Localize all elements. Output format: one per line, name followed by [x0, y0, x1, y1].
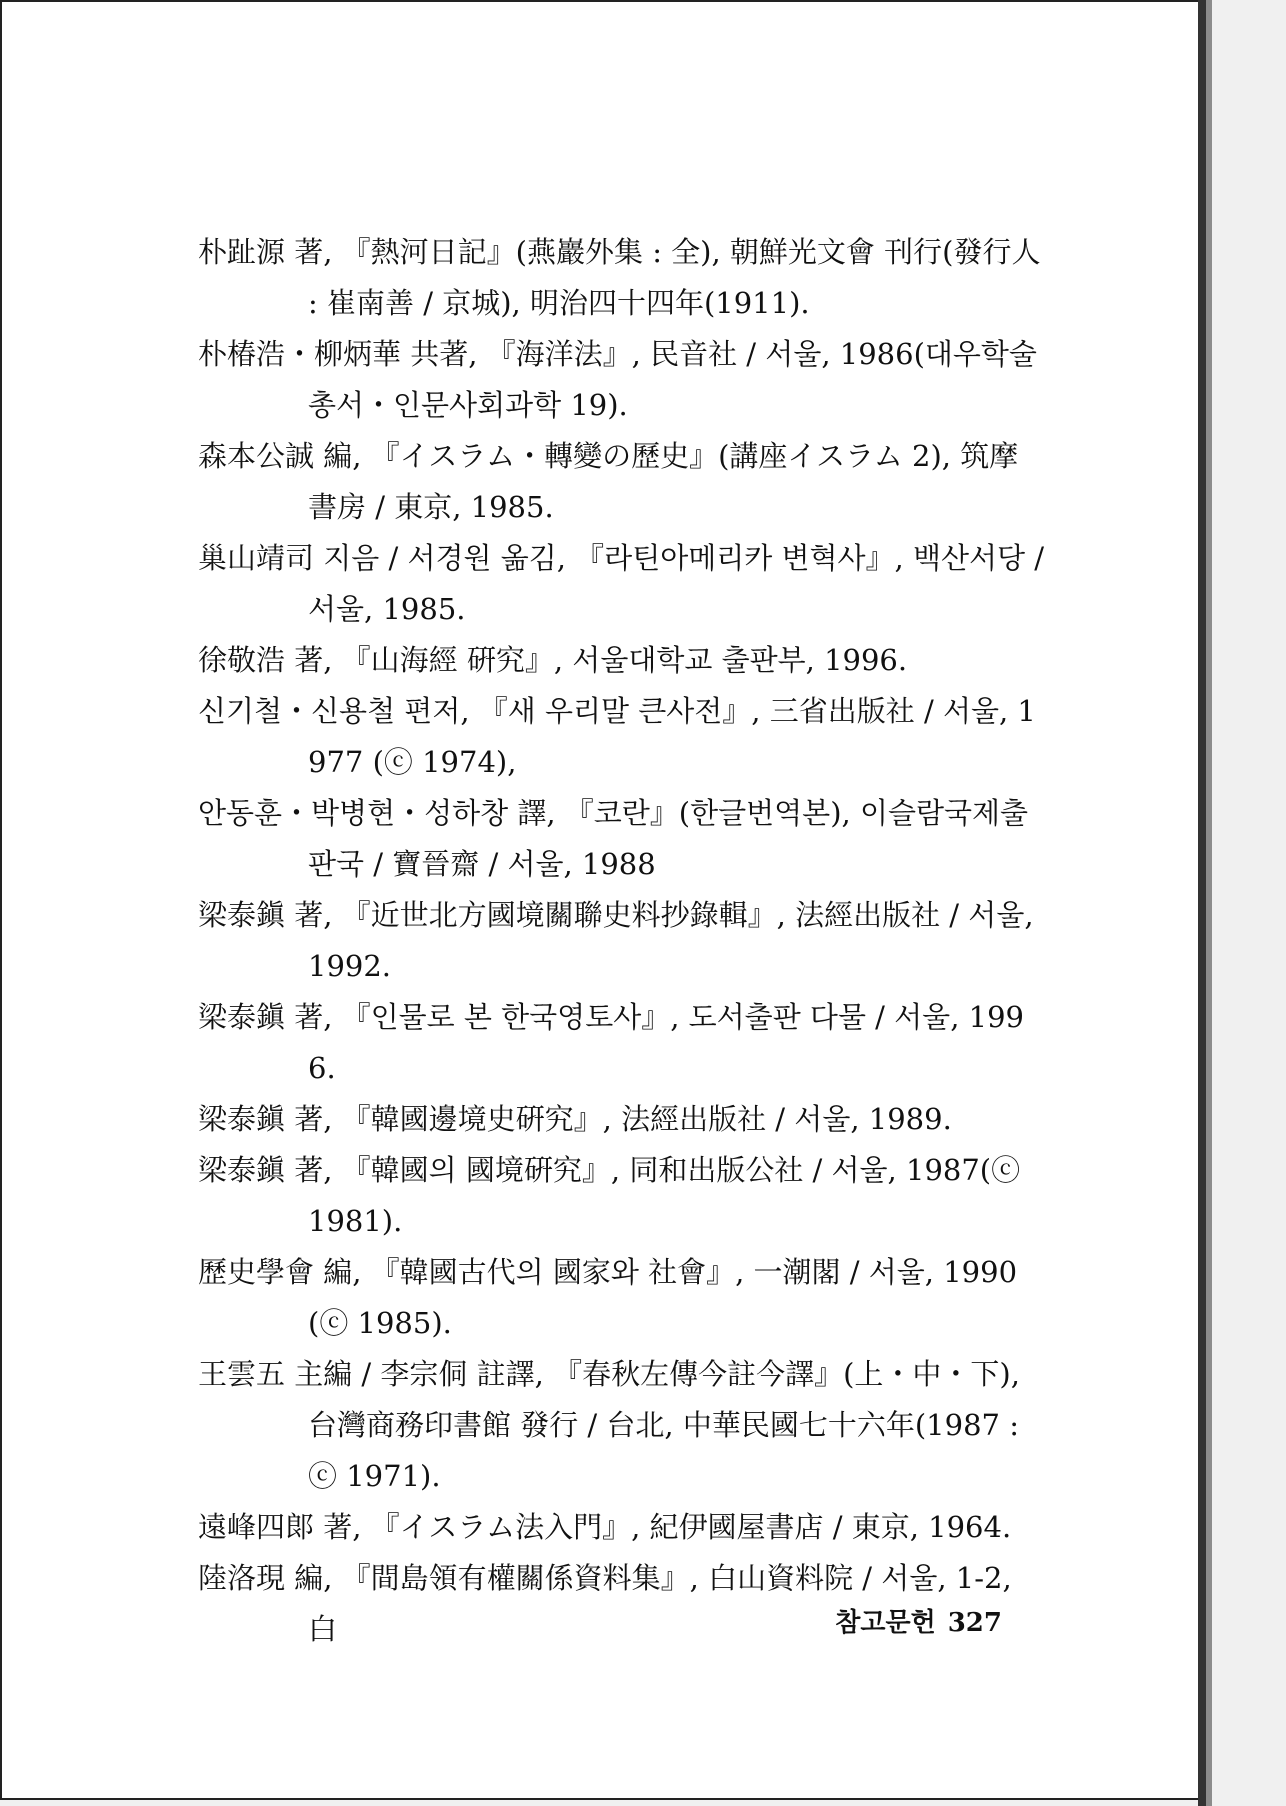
bibliography-entry: 陸洛現 編, 『間島領有權關係資料集』, 白山資料院 / 서울, 1-2, 白 [198, 1561, 1012, 1646]
bibliography-entry: 梁泰鎭 著, 『韓國의 國境硏究』, 同和出版公社 / 서울, 1987(ⓒ 1981). [198, 1153, 1021, 1238]
section-title: 참고문헌 [835, 1608, 936, 1638]
bibliography-entry: 梁泰鎭 著, 『인물로 본 한국영토사』, 도서출판 다물 / 서울, 1996. [198, 1000, 1024, 1085]
bibliography-entry: 徐敬浩 著, 『山海經 硏究』, 서울대학교 출판부, 1996. [198, 643, 908, 677]
bibliography-entry: 梁泰鎭 著, 『韓國邊境史硏究』, 法經出版社 / 서울, 1989. [198, 1102, 952, 1136]
page-stack-edge [1206, 0, 1212, 1806]
bibliography-list [198, 227, 1044, 1655]
bibliography-entry: 森本公誠 編, 『イスラム・轉變の歷史』(講座イスラム 2), 筑摩書房 / 東京, 1985. [198, 439, 1019, 524]
bibliography-entry: 안동훈・박병현・성하창 譯, 『코란』(한글번역본), 이슬람국제출판국 / 寶晉齋 / 서울, 1988 [198, 796, 1029, 881]
bibliography-entry: 朴椿浩・柳炳華 共著, 『海洋法』, 民音社 / 서울, 1986(대우학술총서・인문사회과학 19). [198, 337, 1037, 422]
page-number: 327 [947, 1608, 1002, 1638]
page-edge-shadow [1198, 0, 1206, 1806]
bibliography-entry: 신기철・신용철 편저, 『새 우리말 큰사전』, 三省出版社 / 서울, 1977 (ⓒ 1974), [198, 694, 1036, 779]
page-footer [835, 1602, 1002, 1639]
bibliography-entry: 巢山靖司 지음 / 서경원 옮김, 『라틴아메리카 변혁사』, 백산서당 / 서울, 1985. [198, 541, 1045, 626]
bibliography-entry: 朴趾源 著, 『熱河日記』(燕巖外集 : 全), 朝鮮光文會 刊行(發行人 : 崔南善 / 京城), 明治四十四年(1911). [198, 235, 1041, 320]
bibliography-entry: 王雲五 主編 / 李宗侗 註譯, 『春秋左傳今註今譯』(上・中・下), 台灣商務印書館 發行 / 台北, 中華民國七十六年(1987 : ⓒ 1971). [198, 1357, 1020, 1493]
bibliography-entry: 歷史學會 編, 『韓國古代의 國家와 社會』, 一潮閣 / 서울, 1990(ⓒ 1985). [198, 1255, 1018, 1340]
bibliography-entry: 遠峰四郞 著, 『イスラム法入門』, 紀伊國屋書店 / 東京, 1964. [198, 1510, 1012, 1544]
bibliography-entry: 梁泰鎭 著, 『近世北方國境關聯史料抄錄輯』, 法經出版社 / 서울, 1992. [198, 898, 1034, 983]
